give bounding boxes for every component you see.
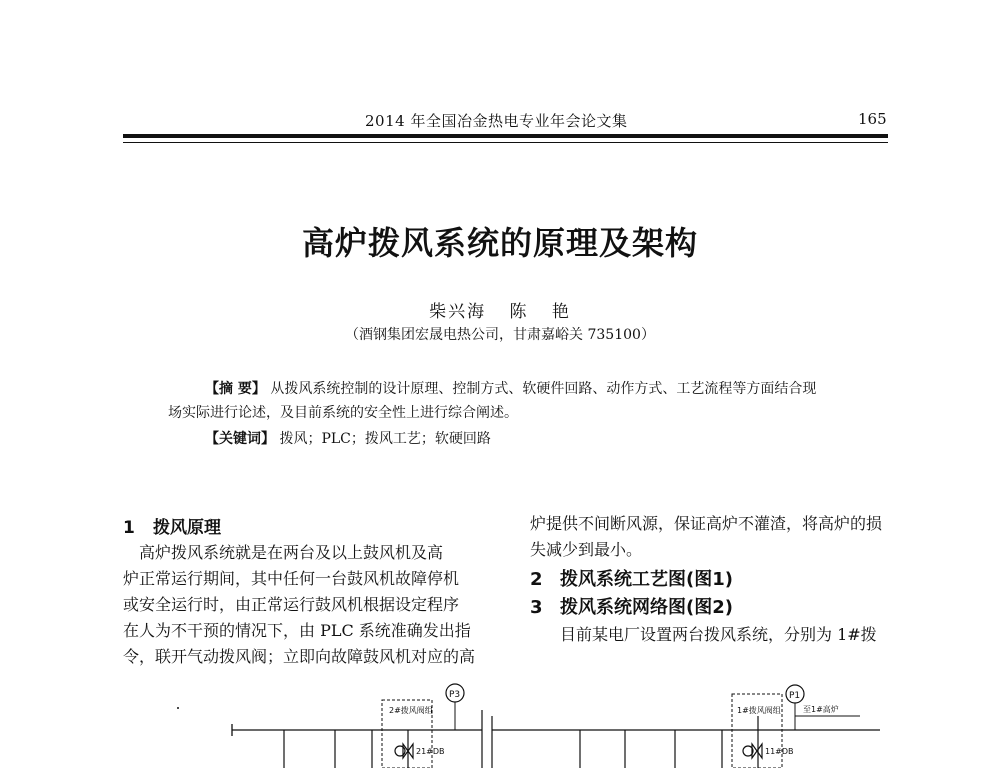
running-head: 2014 年全国冶金热电专业年会论文集 <box>365 112 628 130</box>
keywords-text: 拨风；PLC；拨风工艺；软硬回路 <box>279 431 491 447</box>
body-line: 失减少到最小。 <box>530 540 643 559</box>
section3-number: 3 <box>530 597 543 618</box>
left-valve-group-label: 2#拨风阀组 <box>389 706 433 715</box>
authors: 柴兴海 陈 艳 <box>429 302 571 322</box>
keywords <box>205 428 491 448</box>
section3-heading <box>530 593 733 619</box>
right-valve-group-label: 1#拨风阀组 <box>737 706 781 715</box>
affiliation: （酒钢集团宏晟电热公司，甘肃嘉峪关 735100） <box>345 327 655 343</box>
section1-heading <box>123 513 221 538</box>
abstract-text-line2: 场实际进行论述，及目前系统的安全性上进行综合阐述。 <box>168 405 518 421</box>
right-body-continued <box>530 511 882 563</box>
header-rule-thin <box>123 142 888 143</box>
abstract-label: 【摘 要】 <box>205 381 266 397</box>
body-line: 或安全运行时，由正常运行鼓风机根据设定程序 <box>123 595 460 614</box>
body-line: 令，联开气动拨风阀；立即向故障鼓风机对应的高 <box>123 647 476 666</box>
body-line: 炉正常运行期间，其中任何一台鼓风机故障停机 <box>123 569 460 588</box>
section2-number: 2 <box>530 569 543 590</box>
right-gauge-label: P1 <box>789 691 801 701</box>
section2-title: 拨风系统工艺图(图1) <box>560 569 733 590</box>
section1-number: 1 <box>123 518 135 538</box>
body-line: 炉提供不间断风源，保证高炉不灌渣，将高炉的损 <box>530 514 883 533</box>
body-line: 在人为不干预的情况下，由 PLC 系统准确发出指 <box>123 621 471 640</box>
paper-title: 高炉拨风系统的原理及架构 <box>301 224 698 262</box>
stray-mark <box>177 707 179 709</box>
page-number: 165 <box>858 110 887 128</box>
process-diagram <box>0 680 1000 768</box>
right-outlet-label: 至1#高炉 <box>803 705 839 714</box>
section3-title: 拨风系统网络图(图2) <box>560 597 733 618</box>
right-valve-label: 11#DB <box>765 747 794 756</box>
abstract-text-line1: 从拨风系统控制的设计原理、控制方式、软硬件回路、动作方式、工艺流程等方面结合现 <box>270 381 817 397</box>
left-gauge-label: P3 <box>449 690 461 700</box>
section1-body <box>123 540 475 670</box>
header-rule-thick <box>123 134 888 138</box>
body-line: 高炉拨风系统就是在两台及以上鼓风机及高 <box>123 543 444 562</box>
section3-body: 目前某电厂设置两台拨风系统，分别为 1#拨 <box>560 625 877 644</box>
section2-heading <box>530 565 733 591</box>
section1-title: 拨风原理 <box>153 518 221 538</box>
left-valve-label: 21#DB <box>416 747 445 756</box>
keywords-label: 【关键词】 <box>205 431 275 447</box>
abstract <box>205 378 816 398</box>
